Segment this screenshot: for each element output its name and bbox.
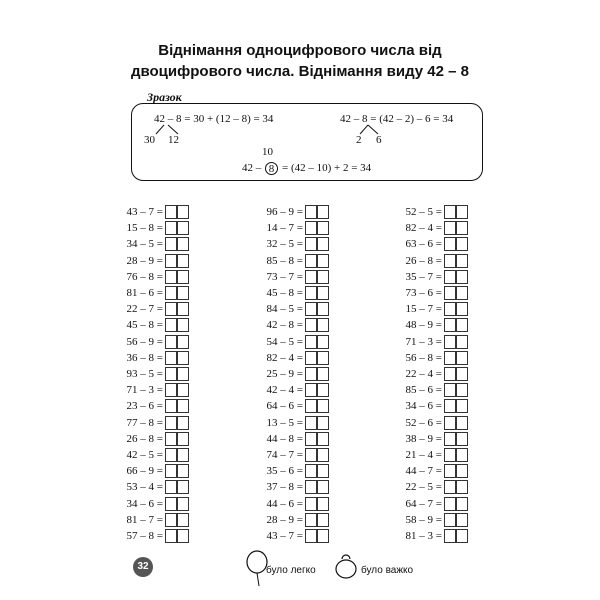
answer-cell-tens[interactable]: [444, 432, 456, 446]
answer-cell-units[interactable]: [456, 237, 468, 251]
exercise-row: [75, 269, 215, 285]
exercise-row: [215, 512, 355, 528]
answer-cell-units[interactable]: [456, 367, 468, 381]
answer-cell-units[interactable]: [177, 302, 189, 316]
answer-cell-units[interactable]: [317, 448, 329, 462]
exercise-row: [354, 479, 494, 495]
answer-cell-tens[interactable]: [165, 497, 177, 511]
exercise-expression: 32 – 5 =: [266, 238, 303, 251]
answer-cell-tens[interactable]: [305, 205, 317, 219]
answer-cell-units[interactable]: [177, 432, 189, 446]
exercise-row: [215, 236, 355, 252]
exercise-row: [354, 220, 494, 236]
sample-eq-3-right: = (42 – 10) + 2 = 34: [282, 162, 372, 174]
exercise-row: [75, 350, 215, 366]
exercise-expression: 81 – 7 =: [126, 513, 163, 526]
answer-cell-units[interactable]: [317, 432, 329, 446]
exercise-expression: 26 – 8 =: [405, 254, 442, 267]
answer-cell-units[interactable]: [317, 464, 329, 478]
exercise-row: [354, 204, 494, 220]
answer-cell-tens[interactable]: [165, 399, 177, 413]
exercise-expression: 71 – 3 =: [126, 384, 163, 397]
answer-cell-units[interactable]: [177, 221, 189, 235]
answer-cell-tens[interactable]: [305, 367, 317, 381]
answer-cell-tens[interactable]: [305, 416, 317, 430]
answer-cell-units[interactable]: [177, 335, 189, 349]
exercise-row: [354, 382, 494, 398]
answer-cell-units[interactable]: [177, 497, 189, 511]
answer-cell-tens[interactable]: [165, 237, 177, 251]
answer-cell-tens[interactable]: [165, 464, 177, 478]
answer-cell-tens[interactable]: [444, 302, 456, 316]
exercise-expression: 15 – 7 =: [405, 303, 442, 316]
exercise-row: [215, 447, 355, 463]
answer-cell-tens[interactable]: [305, 513, 317, 527]
exercise-expression: 52 – 5 =: [405, 206, 442, 218]
exercise-row: [75, 285, 215, 301]
exercise-expression: 44 – 6 =: [266, 497, 303, 510]
answer-cell-tens[interactable]: [444, 286, 456, 300]
exercise-row: [75, 301, 215, 317]
page-number: 32: [133, 557, 153, 577]
exercise-row: [354, 512, 494, 528]
exercise-row: [354, 334, 494, 350]
answer-cell-tens[interactable]: [305, 254, 317, 268]
answer-cell-tens[interactable]: [165, 270, 177, 284]
answer-cell-tens[interactable]: [305, 286, 317, 300]
answer-cell-units[interactable]: [177, 383, 189, 397]
answer-cell-units[interactable]: [456, 383, 468, 397]
answer-cell-units[interactable]: [317, 399, 329, 413]
exercise-expression: 71 – 3 =: [405, 335, 442, 348]
exercise-expression: 77 – 8 =: [126, 416, 163, 429]
exercise-row: [215, 301, 355, 317]
exercise-row: [354, 269, 494, 285]
answer-cell-units[interactable]: [177, 286, 189, 300]
exercise-expression: 73 – 6 =: [405, 287, 442, 299]
answer-cell-units[interactable]: [317, 205, 329, 219]
exercise-row: [215, 253, 355, 269]
exercise-expression: 63 – 6 =: [405, 238, 442, 251]
answer-cell-units[interactable]: [456, 335, 468, 349]
exercise-row: [75, 415, 215, 431]
answer-cell-units[interactable]: [456, 464, 468, 478]
answer-cell-units[interactable]: [317, 286, 329, 300]
answer-cell-units[interactable]: [177, 399, 189, 413]
exercise-expression: 22 – 4 =: [405, 368, 442, 380]
exercise-expression: 13 – 5 =: [266, 416, 303, 429]
exercise-expression: 84 – 5 =: [266, 303, 303, 316]
answer-cell-tens[interactable]: [305, 221, 317, 235]
answer-cell-tens[interactable]: [165, 513, 177, 527]
answer-cell-tens[interactable]: [165, 416, 177, 430]
exercise-expression: 45 – 8 =: [266, 287, 303, 299]
answer-cell-units[interactable]: [317, 367, 329, 381]
exercise-row: [354, 528, 494, 544]
answer-cell-units[interactable]: [456, 480, 468, 494]
answer-cell-units[interactable]: [177, 529, 189, 543]
exercise-expression: 22 – 7 =: [126, 303, 163, 316]
exercise-row: [75, 236, 215, 252]
exercise-expression: 56 – 9 =: [126, 335, 163, 348]
answer-cell-units[interactable]: [456, 254, 468, 268]
answer-cell-units[interactable]: [177, 367, 189, 381]
exercise-expression: 45 – 8 =: [126, 319, 163, 332]
answer-cell-tens[interactable]: [444, 221, 456, 235]
answer-cell-units[interactable]: [317, 513, 329, 527]
exercise-row: [75, 512, 215, 528]
answer-cell-units[interactable]: [456, 399, 468, 413]
sample-label: Зразок: [147, 90, 182, 104]
sample-eq-2: 42 – 8 = (42 – 2) – 6 = 34: [340, 113, 454, 125]
answer-cell-units[interactable]: [317, 302, 329, 316]
exercise-row: [354, 415, 494, 431]
exercise-expression: 76 – 8 =: [126, 270, 163, 283]
exercise-row: [215, 366, 355, 382]
exercise-expression: 66 – 9 =: [126, 465, 163, 478]
answer-cell-units[interactable]: [177, 351, 189, 365]
exercise-expression: 25 – 9 =: [266, 368, 303, 380]
exercise-expression: 82 – 4 =: [266, 351, 303, 364]
exercise-row: [215, 204, 355, 220]
footer-easy-label: було легко: [266, 565, 316, 576]
exercise-row: [354, 350, 494, 366]
answer-cell-units[interactable]: [456, 221, 468, 235]
answer-cell-tens[interactable]: [165, 432, 177, 446]
answer-cell-tens[interactable]: [444, 448, 456, 462]
answer-cell-tens[interactable]: [305, 318, 317, 332]
exercise-row: [215, 350, 355, 366]
exercise-expression: 58 – 9 =: [405, 513, 442, 526]
answer-cell-tens[interactable]: [165, 367, 177, 381]
answer-cell-units[interactable]: [317, 416, 329, 430]
exercise-row: [354, 366, 494, 382]
exercise-expression: 43 – 7 =: [266, 530, 303, 542]
answer-cell-tens[interactable]: [165, 221, 177, 235]
answer-cell-tens[interactable]: [165, 254, 177, 268]
exercise-row: [215, 398, 355, 414]
answer-cell-units[interactable]: [317, 529, 329, 543]
exercise-row: [75, 496, 215, 512]
exercise-row: [75, 220, 215, 236]
sample-eq-2-split-a: 2: [356, 134, 362, 146]
exercise-row: [215, 496, 355, 512]
exercise-row: [215, 269, 355, 285]
exercise-expression: 81 – 3 =: [405, 530, 442, 542]
answer-cell-units[interactable]: [317, 383, 329, 397]
exercise-expression: 44 – 8 =: [266, 432, 303, 445]
exercise-row: [215, 479, 355, 495]
answer-cell-units[interactable]: [456, 448, 468, 462]
exercise-expression: 23 – 6 =: [126, 400, 163, 413]
answer-cell-tens[interactable]: [165, 448, 177, 462]
answer-cell-units[interactable]: [317, 270, 329, 284]
exercise-row: [354, 285, 494, 301]
answer-cell-tens[interactable]: [305, 399, 317, 413]
answer-cell-tens[interactable]: [444, 237, 456, 251]
answer-cell-units[interactable]: [177, 205, 189, 219]
answer-cell-tens[interactable]: [305, 448, 317, 462]
exercise-row: [75, 431, 215, 447]
answer-cell-tens[interactable]: [165, 205, 177, 219]
exercise-expression: 93 – 5 =: [126, 368, 163, 380]
answer-cell-units[interactable]: [317, 351, 329, 365]
answer-cell-tens[interactable]: [444, 318, 456, 332]
exercise-row: [215, 431, 355, 447]
exercise-expression: 42 – 5 =: [126, 449, 163, 461]
exercise-row: [354, 253, 494, 269]
exercise-expression: 57 – 8 =: [126, 530, 163, 542]
exercise-row: [75, 398, 215, 414]
answer-cell-tens[interactable]: [444, 270, 456, 284]
exercise-row: [215, 382, 355, 398]
exercise-row: [215, 528, 355, 544]
exercise-expression: 82 – 4 =: [405, 222, 442, 235]
footer-hard-label: було важко: [361, 565, 414, 576]
exercise-row: [215, 285, 355, 301]
title-line-2: двоцифрового числа. Віднімання виду 42 – 8: [130, 63, 470, 80]
exercise-expression: 96 – 9 =: [266, 206, 303, 218]
exercise-expression: 34 – 6 =: [405, 400, 442, 413]
answer-cell-units[interactable]: [456, 513, 468, 527]
answer-cell-tens[interactable]: [305, 480, 317, 494]
exercise-expression: 56 – 8 =: [405, 351, 442, 364]
answer-cell-tens[interactable]: [165, 529, 177, 543]
exercise-expression: 42 – 4 =: [266, 384, 303, 397]
exercise-row: [75, 479, 215, 495]
exercise-expression: 35 – 7 =: [405, 270, 442, 283]
exercise-row: [354, 301, 494, 317]
answer-cell-tens[interactable]: [444, 480, 456, 494]
answer-cell-units[interactable]: [177, 513, 189, 527]
answer-cell-tens[interactable]: [444, 205, 456, 219]
exercise-expression: 52 – 6 =: [405, 416, 442, 429]
answer-cell-tens[interactable]: [444, 416, 456, 430]
sample-eq-1-split-a: 30: [144, 134, 155, 146]
answer-cell-units[interactable]: [317, 254, 329, 268]
answer-cell-units[interactable]: [317, 497, 329, 511]
exercise-expression: 14 – 7 =: [266, 222, 303, 235]
exercise-row: [354, 236, 494, 252]
answer-cell-units[interactable]: [177, 480, 189, 494]
exercise-row: [215, 317, 355, 333]
answer-cell-tens[interactable]: [165, 351, 177, 365]
answer-cell-tens[interactable]: [165, 318, 177, 332]
exercise-expression: 21 – 4 =: [405, 449, 442, 461]
answer-cell-tens[interactable]: [305, 270, 317, 284]
exercise-expression: 37 – 8 =: [266, 481, 303, 494]
weight-icon: [333, 550, 359, 580]
exercise-expression: 36 – 8 =: [126, 351, 163, 364]
exercise-row: [215, 334, 355, 350]
exercise-expression: 35 – 6 =: [266, 465, 303, 478]
answer-cell-tens[interactable]: [444, 351, 456, 365]
answer-cell-units[interactable]: [317, 335, 329, 349]
sample-eq-1-split-b: 12: [168, 134, 179, 146]
exercise-expression: 28 – 9 =: [266, 513, 303, 526]
answer-cell-tens[interactable]: [444, 497, 456, 511]
exercise-expression: 85 – 6 =: [405, 384, 442, 397]
sample-box: [131, 103, 483, 181]
exercise-expression: 54 – 5 =: [266, 335, 303, 348]
answer-cell-tens[interactable]: [165, 286, 177, 300]
answer-cell-tens[interactable]: [444, 529, 456, 543]
page-title: [0, 40, 600, 82]
answer-cell-tens[interactable]: [305, 464, 317, 478]
answer-cell-tens[interactable]: [165, 335, 177, 349]
answer-cell-units[interactable]: [456, 302, 468, 316]
exercise-row: [75, 253, 215, 269]
exercise-row: [354, 463, 494, 479]
exercise-row: [354, 398, 494, 414]
exercise-row: [354, 317, 494, 333]
exercise-row: [215, 463, 355, 479]
exercise-row: [75, 366, 215, 382]
answer-cell-units[interactable]: [177, 270, 189, 284]
exercise-expression: 42 – 8 =: [266, 319, 303, 332]
sample-eq-3-left: 42 –: [242, 162, 262, 174]
exercise-row: [354, 496, 494, 512]
answer-cell-units[interactable]: [456, 351, 468, 365]
exercise-expression: 26 – 8 =: [126, 432, 163, 445]
answer-cell-tens[interactable]: [165, 383, 177, 397]
answer-cell-tens[interactable]: [444, 254, 456, 268]
answer-cell-units[interactable]: [456, 318, 468, 332]
exercise-expression: 74 – 7 =: [266, 449, 303, 461]
exercise-row: [75, 204, 215, 220]
answer-cell-tens[interactable]: [305, 237, 317, 251]
exercise-row: [75, 334, 215, 350]
answer-cell-units[interactable]: [456, 270, 468, 284]
answer-cell-tens[interactable]: [444, 335, 456, 349]
exercise-row: [75, 447, 215, 463]
answer-cell-units[interactable]: [317, 221, 329, 235]
answer-cell-tens[interactable]: [444, 383, 456, 397]
sample-eq-1: 42 – 8 = 30 + (12 – 8) = 34: [154, 113, 274, 125]
answer-cell-units[interactable]: [317, 480, 329, 494]
exercise-expression: 34 – 5 =: [126, 238, 163, 251]
exercise-expression: 44 – 7 =: [405, 465, 442, 478]
answer-cell-tens[interactable]: [305, 335, 317, 349]
answer-cell-units[interactable]: [456, 416, 468, 430]
exercise-expression: 64 – 6 =: [266, 400, 303, 413]
answer-cell-units[interactable]: [456, 286, 468, 300]
answer-cell-tens[interactable]: [165, 480, 177, 494]
answer-cell-units[interactable]: [456, 205, 468, 219]
title-line-1: Віднімання одноцифрового числа від: [158, 42, 442, 59]
answer-cell-units[interactable]: [456, 529, 468, 543]
exercise-expression: 34 – 6 =: [126, 497, 163, 510]
exercise-row: [75, 528, 215, 544]
answer-cell-units[interactable]: [317, 318, 329, 332]
answer-cell-tens[interactable]: [305, 302, 317, 316]
answer-cell-units[interactable]: [177, 464, 189, 478]
answer-cell-tens[interactable]: [305, 497, 317, 511]
answer-cell-units[interactable]: [177, 448, 189, 462]
exercise-row: [215, 415, 355, 431]
exercise-row: [75, 463, 215, 479]
answer-cell-tens[interactable]: [444, 464, 456, 478]
sample-eq-2-split-b: 6: [376, 134, 382, 146]
answer-cell-tens[interactable]: [305, 529, 317, 543]
answer-cell-tens[interactable]: [444, 399, 456, 413]
answer-cell-units[interactable]: [177, 237, 189, 251]
exercise-expression: 48 – 9 =: [405, 319, 442, 332]
answer-cell-tens[interactable]: [305, 432, 317, 446]
answer-cell-units[interactable]: [177, 416, 189, 430]
exercise-expression: 53 – 4 =: [126, 481, 163, 494]
sample-eq-3-top: 10: [262, 146, 273, 158]
exercise-expression: 43 – 7 =: [126, 206, 163, 218]
exercise-expression: 28 – 9 =: [126, 254, 163, 267]
answer-cell-tens[interactable]: [444, 367, 456, 381]
answer-cell-tens[interactable]: [165, 302, 177, 316]
answer-cell-units[interactable]: [456, 497, 468, 511]
exercise-row: [75, 382, 215, 398]
answer-cell-tens[interactable]: [444, 513, 456, 527]
exercise-expression: 15 – 8 =: [126, 222, 163, 235]
answer-cell-tens[interactable]: [305, 351, 317, 365]
exercise-expression: 38 – 9 =: [405, 432, 442, 445]
exercise-expression: 73 – 7 =: [266, 270, 303, 283]
exercise-expression: 85 – 8 =: [266, 254, 303, 267]
exercise-expression: 64 – 7 =: [405, 497, 442, 510]
answer-cell-tens[interactable]: [305, 383, 317, 397]
exercise-expression: 22 – 5 =: [405, 481, 442, 494]
exercise-row: [215, 220, 355, 236]
exercise-row: [75, 317, 215, 333]
exercise-expression: 81 – 6 =: [126, 287, 163, 299]
exercise-row: [354, 431, 494, 447]
exercise-row: [354, 447, 494, 463]
answer-cell-units[interactable]: [317, 237, 329, 251]
sample-eq-3-circle: 8: [265, 162, 278, 175]
answer-cell-units[interactable]: [177, 318, 189, 332]
answer-cell-units[interactable]: [456, 432, 468, 446]
answer-cell-units[interactable]: [177, 254, 189, 268]
